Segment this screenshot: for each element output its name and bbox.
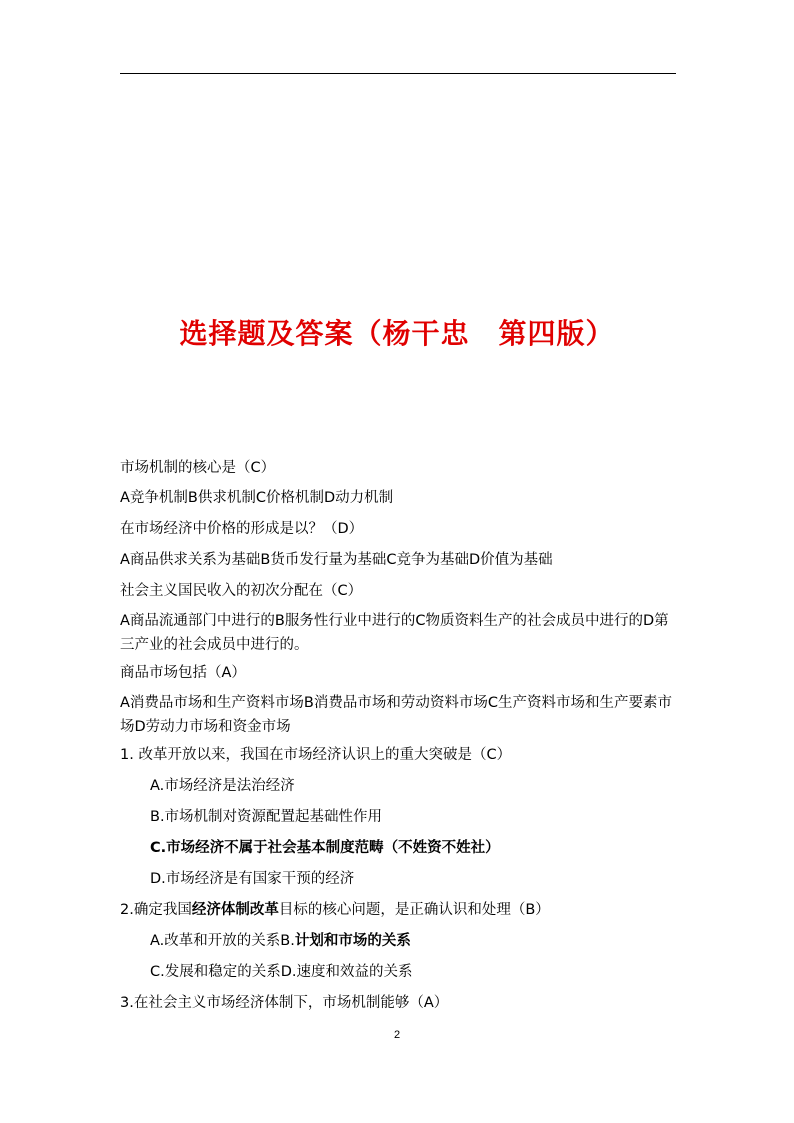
header-rule bbox=[120, 73, 676, 74]
question-text: 社会主义国民收入的初次分配在（C） bbox=[120, 583, 363, 599]
question-suffix: 目标的核心问题，是正确认识和处理（B） bbox=[278, 902, 550, 918]
question-text: 商品市场包括（A） bbox=[120, 665, 246, 681]
answer-options: C.发展和稳定的关系D.速度和效益的关系 bbox=[150, 964, 413, 980]
answer-option: A.市场经济是法治经济 bbox=[150, 778, 295, 794]
question-emphasis: 经济体制改革 bbox=[191, 902, 279, 918]
question-prefix: 2.确定我国 bbox=[120, 902, 192, 918]
answer-options: A商品供求关系为基础B货币发行量为基础C竞争为基础D价值为基础 bbox=[120, 552, 553, 568]
question-text: 1. 改革开放以来，我国在市场经济认识上的重大突破是（C） bbox=[120, 747, 512, 763]
question-text: 市场机制的核心是（C） bbox=[120, 460, 276, 476]
answer-option: D.市场经济是有国家干预的经济 bbox=[150, 871, 355, 887]
page-number: 2 bbox=[393, 1029, 401, 1041]
answer-options bbox=[150, 930, 411, 952]
answer-options: A竞争机制B供求机制C价格机制D动力机制 bbox=[120, 490, 394, 506]
answer-option: B.市场机制对资源配置起基础性作用 bbox=[150, 809, 383, 825]
answer-option-correct: C.市场经济不属于社会基本制度范畴（不姓资不姓社） bbox=[150, 840, 500, 856]
question-text bbox=[120, 899, 550, 921]
answer-options: A商品流通部门中进行的B服务性行业中进行的C物质资料生产的社会成员中进行的D第三产业的社会成员中进行的。 bbox=[120, 613, 669, 653]
answer-option-correct: 计划和市场的关系 bbox=[294, 933, 411, 949]
question-text: 3.在社会主义市场经济体制下，市场机制能够（A） bbox=[120, 995, 449, 1011]
page-title: 选择题及答案（杨干忠 第四版） bbox=[179, 317, 615, 350]
question-text: 在市场经济中价格的形成是以？（D） bbox=[120, 521, 364, 537]
answer-option-text: A.改革和开放的关系B. bbox=[150, 933, 295, 949]
answer-options: A消费品市场和生产资料市场B消费品市场和劳动资料市场C生产资料市场和生产要素市场D劳动力市场和资金市场 bbox=[120, 695, 672, 735]
